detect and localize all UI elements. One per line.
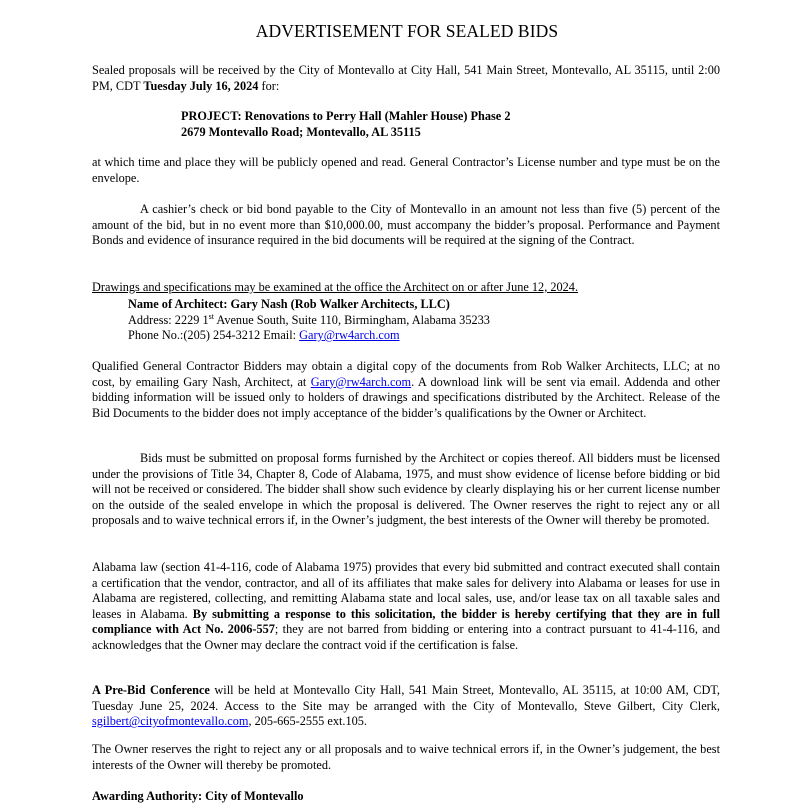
prebid-text-end: , 205-665-2555 ext.105.	[248, 714, 367, 729]
prebid-paragraph	[92, 683, 720, 730]
project-address: 2679 Montevallo Road; Montevallo, AL 35115	[181, 124, 421, 139]
digital-copy-paragraph	[92, 359, 720, 421]
architect-email-link[interactable]: Gary@rw4arch.com	[299, 328, 400, 343]
intro-text-end: for:	[258, 78, 280, 93]
law-text: Alabama law (section 41-4-116, code of Alabama 1975) provides that every bid submitted and contract executed shall contain a certification that the vendor, contractor, and all of its affiliates that make sales for delivery into Alabama or leases for use in Alabama are registered, collecting, and remitting Alabama state and local sales, use, and/or lease tax on all taxable sales and leases in Alabama.	[92, 560, 720, 621]
digital-text: Qualified General Contractor Bidders may obtain a digital copy of the documents from Rob Walker Architects, LLC; at no cost, by emailing Gary Nash, Architect, at	[92, 359, 720, 389]
address-text: Address: 2229 1	[128, 312, 209, 327]
document-title: ADVERTISEMENT FOR SEALED BIDS	[255, 21, 559, 41]
opening-paragraph: at which time and place they will be publicly opened and read. General Contractor’s License number and type must be on the envelope.	[92, 155, 720, 185]
bond-paragraph: A cashier’s check or bid bond payable to the City of Montevallo in an amount not less than five (5) percent of the amount of the bid, but in no event more than $10,000.00, must accompany the bidder’s proposal. Performance and Payment Bonds and evidence of insurance required in the bid documents will be required at the signing of the Contract.	[92, 202, 720, 248]
phone-text: Phone No.:(205) 254-3212 Email:	[128, 328, 300, 343]
project-block	[181, 109, 510, 140]
architect-block	[128, 297, 490, 344]
address-ordinal: st	[208, 311, 214, 321]
digital-text-end: . A download link will be sent via email. Addenda and other bidding information will be issued only to holders of drawings and specifications distributed by the Architect. Release of the Bid Documents to the bidder does not imply acceptance of the bidder’s qualifications by the Owner or Architect.	[92, 374, 721, 420]
drawings-notice: Drawings and specifications may be examined at the office the Architect on or after June 12, 2024.	[92, 280, 579, 294]
clerk-email-link[interactable]: sgilbert@cityofmontevallo.com	[92, 714, 249, 729]
awarding-authority: Awarding Authority: City of Montevallo	[92, 789, 304, 803]
drawings-paragraph	[92, 280, 720, 296]
law-text-end: ; they are not barred from bidding or entering into a contract pursuant to 41-4-116, and acknowledges that the Owner may declare the contract void if the certification is false.	[92, 622, 720, 652]
prebid-heading: A Pre-Bid Conference	[92, 683, 210, 697]
architect-name: Name of Architect: Gary Nash (Rob Walker Architects, LLC)	[128, 297, 450, 311]
bid-date: Tuesday July 16, 2024	[143, 78, 259, 93]
architect-phone	[128, 328, 490, 344]
law-paragraph	[92, 560, 720, 654]
bids-paragraph: Bids must be submitted on proposal forms furnished by the Architect or copies thereof. All bidders must be licensed under the provisions of Title 34, Chapter 8, Code of Alabama, 1975, and must show evidence of license before bidding or bid will not be received or considered. The bidder shall show such evidence by clearly displaying his or her current license number on the outside of the sealed envelope in which the proposal is delivered. The Owner reserves the right to reject any or all proposals and to waive technical errors if, in the Owner’s judgment, the best interests of the Owner will thereby be promoted.	[92, 451, 720, 528]
project-name: PROJECT: Renovations to Perry Hall (Mahler House) Phase 2	[181, 109, 511, 123]
intro-paragraph	[92, 63, 720, 94]
address-text-end: Avenue South, Suite 110, Birmingham, Alabama 35233	[213, 312, 490, 327]
digital-email-link[interactable]: Gary@rw4arch.com	[310, 374, 412, 389]
prebid-text: will be held at Montevallo City Hall, 541 Main Street, Montevallo, AL 35115, at 10:00 AM, CDT, Tuesday June 25, 2024. Access to the Site may be arranged with the City of Montevallo, Steve Gilbert, City Clerk,	[92, 683, 720, 713]
intro-text: Sealed proposals will be received by the City of Montevallo at City Hall, 541 Main Street, Montevallo, AL 35115, until 2:00 PM, CDT	[92, 63, 720, 93]
law-certification: By submitting a response to this solicitation, the bidder is hereby certifying that they are in full compliance with Act No. 2006-557	[92, 606, 720, 637]
owner-rights-paragraph: The Owner reserves the right to reject any or all proposals and to waive technical errors if, in the Owner’s judgement, the best interests of the Owner will thereby be promoted.	[92, 742, 720, 772]
architect-address	[128, 313, 490, 329]
